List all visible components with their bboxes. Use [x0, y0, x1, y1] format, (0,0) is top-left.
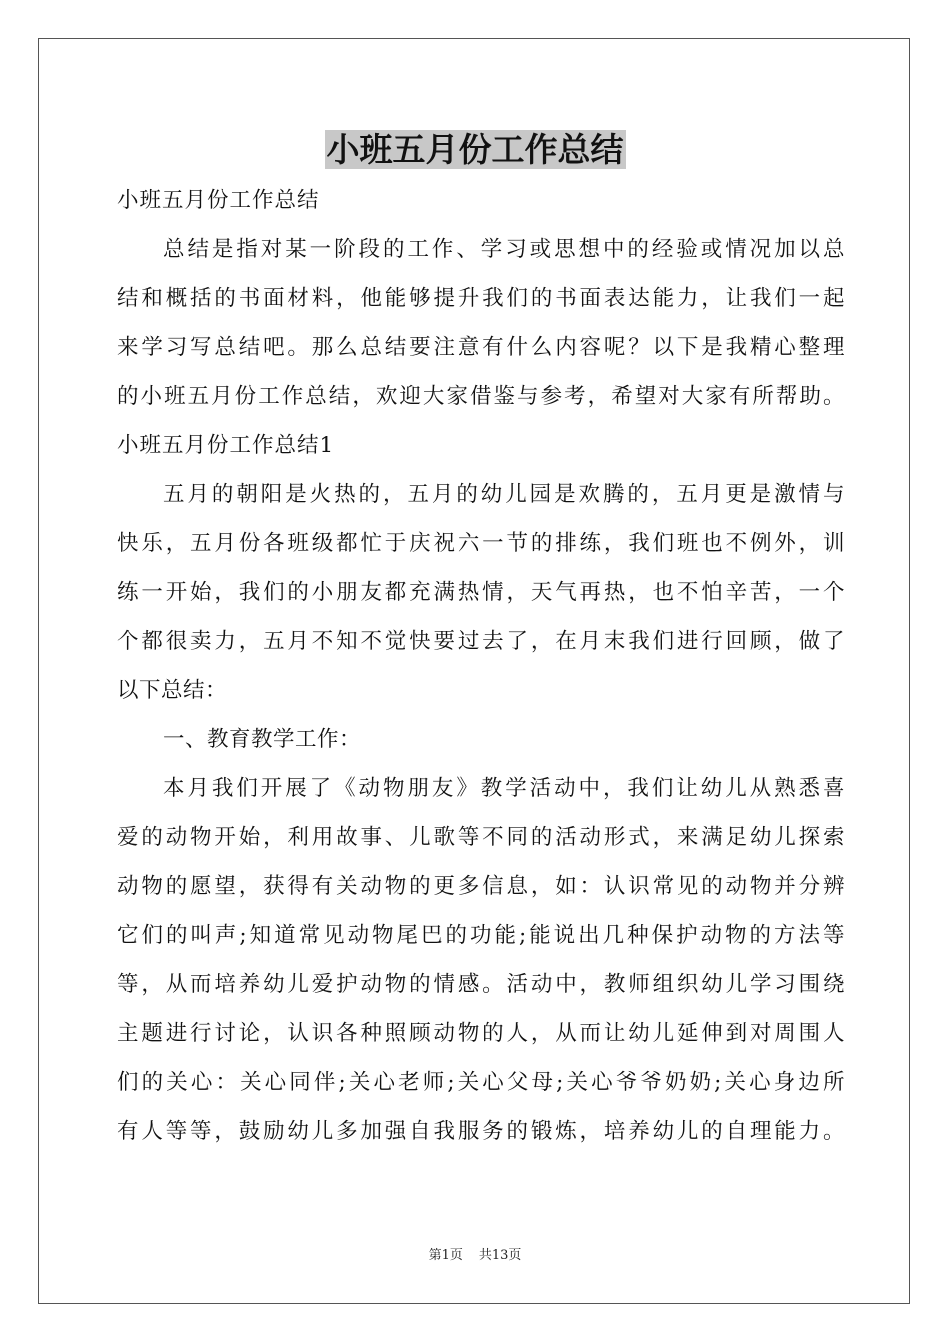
document-title: [0, 128, 950, 172]
paragraph-line: 动物的愿望，获得有关动物的更多信息，如：认识常见的动物并分辨: [117, 874, 845, 899]
paragraph-line: 快乐，五月份各班级都忙于庆祝六一节的排练，我们班也不例外，训: [117, 531, 845, 556]
paragraph-line: 它们的叫声;知道常见动物尾巴的功能;能说出几种保护动物的方法等: [117, 923, 845, 948]
paragraph-line: 的小班五月份工作总结，欢迎大家借鉴与参考，希望对大家有所帮助。: [117, 384, 845, 409]
paragraph-line: 爱的动物开始，利用故事、儿歌等不同的活动形式，来满足幼儿探索: [117, 825, 845, 850]
paragraph-line: 有人等等，鼓励幼儿多加强自我服务的锻炼，培养幼儿的自理能力。: [117, 1119, 845, 1144]
section-heading: 一、教育教学工作：: [163, 727, 362, 752]
document-body: [117, 176, 845, 1156]
paragraph-line: 等，从而培养幼儿爱护动物的情感。活动中，教师组织幼儿学习围绕: [117, 972, 845, 997]
paragraph-line: 们的关心：关心同伴;关心老师;关心父母;关心爷爷奶奶;关心身边所: [117, 1070, 845, 1095]
document-title-text: 小班五月份工作总结: [326, 130, 624, 169]
page-footer: [0, 1246, 950, 1266]
paragraph-line: 主题进行讨论，认识各种照顾动物的人，从而让幼儿延伸到对周围人: [117, 1021, 845, 1046]
paragraph-line: 来学习写总结吧。那么总结要注意有什么内容呢？以下是我精心整理: [117, 335, 845, 360]
paragraph-line: 个都很卖力，五月不知不觉快要过去了，在月末我们进行回顾，做了: [117, 629, 845, 654]
paragraph-line: 结和概括的书面材料，他能够提升我们的书面表达能力，让我们一起: [117, 286, 845, 311]
paragraph-line: 以下总结：: [117, 678, 228, 703]
paragraph-line: 总结是指对某一阶段的工作、学习或思想中的经验或情况加以总: [163, 237, 845, 262]
subtitle-line: 小班五月份工作总结: [117, 188, 320, 213]
paragraph-line: 本月我们开展了《动物朋友》教学活动中，我们让幼儿从熟悉喜: [163, 776, 845, 801]
page-number-total: 共13页: [478, 1248, 522, 1263]
paragraph-line: 五月的朝阳是火热的，五月的幼儿园是欢腾的，五月更是激情与: [163, 482, 845, 507]
paragraph-line: 练一开始，我们的小朋友都充满热情，天气再热，也不怕辛苦，一个: [117, 580, 845, 605]
section-heading: 小班五月份工作总结1: [117, 433, 335, 458]
page-number-current: 第1页: [428, 1248, 463, 1263]
